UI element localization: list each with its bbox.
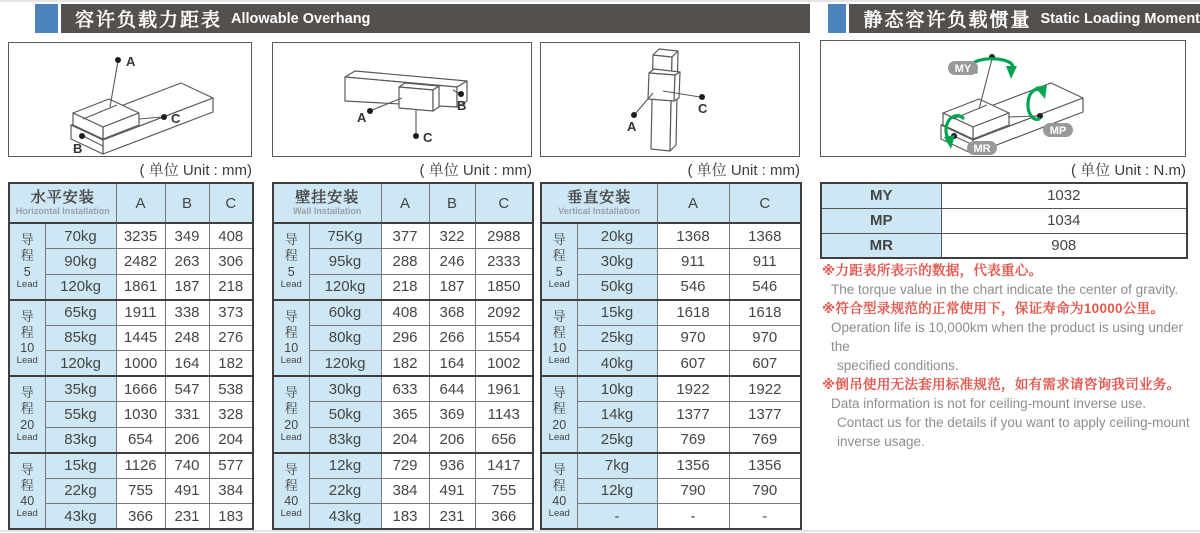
value-cell: 218 [381,274,429,300]
value-cell: 546 [657,274,729,300]
value-cell: 1618 [657,300,729,326]
table-title-zh: 垂直安装 [567,188,632,206]
lead-num: 20 [284,417,299,432]
value-cell: 790 [657,478,729,504]
lead-zh: 导程 [20,385,34,417]
value-cell: 231 [429,504,475,530]
load-cell: 40kg [577,351,657,377]
moment-value-my: 1032 [941,183,1187,208]
moment-value-mp: 1034 [941,208,1187,233]
header-title-zh: 容许负载力距表 [75,10,223,31]
lead-en: Lead [280,508,302,520]
unit-label-mm: ( 单位 Unit : mm) [139,162,252,179]
col-header-a: A [657,183,729,223]
load-cell: 25kg [577,427,657,453]
lead-cell [9,300,45,377]
value-cell: 1922 [657,376,729,402]
value-cell: 1356 [657,453,729,479]
point-label-a: A [357,110,367,125]
load-cell: 83kg [309,427,381,453]
header-bar [61,4,810,33]
value-cell: - [729,504,801,530]
value-cell: 1850 [475,274,533,300]
lead-num: 5 [23,264,31,279]
lead-en: Lead [16,278,38,290]
value-cell: 1143 [475,402,533,428]
value-cell: 384 [381,478,429,504]
load-cell: 120kg [45,274,116,300]
value-cell: 546 [729,274,801,300]
value-cell: 1000 [116,351,165,377]
my-badge-label: MY [954,63,972,75]
table-title-zh: 水平安装 [30,188,95,206]
value-cell: 288 [381,249,429,275]
value-cell: 3235 [116,223,165,249]
lead-num: 5 [287,264,295,279]
value-cell: 183 [209,504,253,530]
value-cell: 408 [381,300,429,326]
load-cell: 15kg [577,300,657,326]
lead-cell [273,223,309,300]
value-cell: 1911 [116,300,165,326]
horizontal-installation-table [8,182,254,530]
note-en: Operation life is 10,000km when the product is using under the [831,320,1183,354]
lead-en: Lead [280,278,302,290]
col-header-c: C [475,183,533,223]
section-header-allowable-overhang [35,4,810,33]
col-header-c: C [209,183,253,223]
load-cell: 95kg [309,249,381,275]
static-moment-table [820,182,1188,259]
lead-cell [9,223,45,300]
lead-cell [9,376,45,453]
value-cell: 373 [209,300,253,326]
load-cell: 75Kg [309,223,381,249]
lead-cell [273,453,309,530]
header-title-en: Allowable Overhang [231,10,371,27]
mp-badge-label: MP [1049,125,1067,137]
value-cell: 911 [729,249,801,275]
value-cell: 164 [429,351,475,377]
load-cell: 25kg [577,325,657,351]
point-label-c: C [171,111,181,126]
value-cell: 1922 [729,376,801,402]
load-cell: 120kg [45,351,116,377]
header-title-en: Static Loading Moment [1040,10,1200,27]
lead-zh: 导程 [20,308,34,340]
section-header-static-loading-moment [828,4,1200,33]
value-cell: 365 [381,402,429,428]
load-cell: 70kg [45,223,116,249]
lead-num: 20 [20,417,35,432]
rail-isometric-drawing [9,43,250,155]
value-cell: 183 [381,504,429,530]
moment-label-mr: MR [821,233,941,258]
mr-badge-label: MR [973,143,991,155]
value-cell: 1861 [116,274,165,300]
value-cell: 1126 [116,453,165,479]
value-cell: 1666 [116,376,165,402]
value-cell: 547 [165,376,209,402]
point-label-a: A [627,119,637,134]
table-title-en: Horizontal Installation [15,206,110,217]
value-cell: 1356 [729,453,801,479]
note-en: The torque value in the chart indicate the center of gravity. [831,282,1179,297]
rail-moment-drawing [821,41,1184,155]
lead-en: Lead [548,278,570,290]
point-marker-a [115,57,121,63]
value-cell: 204 [209,427,253,453]
value-cell: 633 [381,376,429,402]
point-label-a: A [126,54,136,69]
top-divider [0,0,1200,2]
table-title-en: Wall Installation [293,206,362,217]
table-title [541,183,657,223]
value-cell: 538 [209,376,253,402]
value-cell: 607 [657,351,729,377]
note-zh: ※力距表所表示的数据，代表重心。 [822,263,1043,278]
point-label-c: C [423,130,433,145]
value-cell: 366 [475,504,533,530]
table-title-zh: 壁挂安装 [295,188,360,206]
lead-en: Lead [548,431,570,443]
col-header-b: B [165,183,209,223]
point-marker-b [458,91,464,97]
value-cell: 769 [729,427,801,453]
lead-num: 20 [552,417,567,432]
moment-diagram [820,40,1186,157]
table-title [273,183,381,223]
point-marker-a [367,108,373,114]
vertical-installation-table [540,182,802,530]
load-cell: 35kg [45,376,116,402]
lead-cell [541,223,577,300]
load-cell: 30kg [309,376,381,402]
load-cell: 55kg [45,402,116,428]
value-cell: 328 [209,402,253,428]
value-cell: 206 [429,427,475,453]
table-title-en: Vertical Installation [558,206,641,217]
lead-cell [273,376,309,453]
lead-num: 5 [555,264,563,279]
lead-zh: 导程 [284,385,298,417]
point-label-b: B [73,141,83,155]
value-cell: 1554 [475,325,533,351]
value-cell: 607 [729,351,801,377]
header-bar [849,4,1200,33]
lead-num: 40 [284,494,299,509]
table-title [9,183,116,223]
value-cell: 970 [657,325,729,351]
load-cell: 85kg [45,325,116,351]
load-cell: 7kg [577,453,657,479]
lead-cell [9,453,45,530]
col-header-a: A [381,183,429,223]
value-cell: 331 [165,402,209,428]
value-cell: 231 [165,504,209,530]
note-zh: ※倒吊使用无法套用标准规范，如有需求请咨询我司业务。 [822,377,1181,392]
lead-cell [541,376,577,453]
bottom-divider [0,530,1200,532]
value-cell: 368 [429,300,475,326]
lead-num: 40 [20,494,35,509]
load-cell: 43kg [309,504,381,530]
value-cell: 2333 [475,249,533,275]
point-marker-c [413,133,419,139]
value-cell: 246 [429,249,475,275]
value-cell: 2988 [475,223,533,249]
accent-square-icon [35,4,58,33]
value-cell: 206 [165,427,209,453]
load-cell: 50kg [309,402,381,428]
value-cell: 1002 [475,351,533,377]
value-cell: 755 [475,478,533,504]
col-header-a: A [116,183,165,223]
lead-zh: 导程 [284,461,298,493]
horizontal-installation-diagram [8,42,252,157]
value-cell: 338 [165,300,209,326]
moment-label-my: MY [821,183,941,208]
load-cell: 22kg [45,478,116,504]
value-cell: 187 [429,274,475,300]
wall-installation-table [272,182,534,530]
value-cell: 369 [429,402,475,428]
value-cell: 1445 [116,325,165,351]
lead-en: Lead [280,431,302,443]
header-title-zh: 静态容许负载惯量 [863,10,1032,31]
value-cell: 491 [165,478,209,504]
value-cell: 2482 [116,249,165,275]
load-cell: 50kg [577,274,657,300]
rail-vertical-drawing [541,43,798,155]
lead-num: 10 [284,341,299,356]
lead-cell [273,300,309,377]
col-header-b: B [429,183,475,223]
value-cell: 2092 [475,300,533,326]
value-cell: 1417 [475,453,533,479]
lead-num: 10 [552,341,567,356]
rail-side-drawing [273,43,530,155]
unit-label-nm: ( 单位 Unit : N.m) [1071,162,1186,179]
load-cell: 80kg [309,325,381,351]
load-cell: 15kg [45,453,116,479]
value-cell: 1961 [475,376,533,402]
value-cell: 182 [209,351,253,377]
value-cell: 1618 [729,300,801,326]
value-cell: 366 [116,504,165,530]
value-cell: 491 [429,478,475,504]
value-cell: 1368 [657,223,729,249]
value-cell: 218 [209,274,253,300]
value-cell: 263 [165,249,209,275]
notes-block [822,261,1196,451]
load-cell: 83kg [45,427,116,453]
value-cell: 408 [209,223,253,249]
value-cell: 296 [381,325,429,351]
lead-zh: 导程 [552,308,566,340]
note-en: specified conditions. [837,358,959,373]
wall-installation-diagram [272,42,532,157]
accent-square-icon [828,4,846,33]
value-cell: 248 [165,325,209,351]
value-cell: 204 [381,427,429,453]
note-zh: ※符合型录规范的正常使用下，保证寿命为10000公里。 [822,301,1165,316]
point-marker-c [161,114,167,120]
point-marker-c [699,94,705,100]
point-label-c: C [698,101,708,116]
value-cell: 187 [165,274,209,300]
load-cell: 65kg [45,300,116,326]
lead-zh: 导程 [552,385,566,417]
value-cell: 377 [381,223,429,249]
lead-num: 40 [552,494,567,509]
value-cell: 970 [729,325,801,351]
value-cell: 729 [381,453,429,479]
unit-label-mm: ( 单位 Unit : mm) [687,162,800,179]
value-cell: 755 [116,478,165,504]
load-cell: 120kg [309,274,381,300]
load-cell: 43kg [45,504,116,530]
load-cell: 12kg [577,478,657,504]
lead-zh: 导程 [284,232,298,264]
note-en: Contact us for the details if you want to apply ceiling-mount [837,415,1190,430]
lead-en: Lead [548,508,570,520]
value-cell: 936 [429,453,475,479]
load-cell: 30kg [577,249,657,275]
load-cell: 14kg [577,402,657,428]
value-cell: 911 [657,249,729,275]
value-cell: 656 [475,427,533,453]
value-cell: 644 [429,376,475,402]
point-label-b: B [457,98,467,113]
lead-cell [541,453,577,530]
value-cell: 164 [165,351,209,377]
value-cell: 654 [116,427,165,453]
load-cell: 90kg [45,249,116,275]
col-header-c: C [729,183,801,223]
lead-en: Lead [548,355,570,367]
load-cell: - [577,504,657,530]
value-cell: 740 [165,453,209,479]
lead-zh: 导程 [20,232,34,264]
lead-zh: 导程 [284,308,298,340]
value-cell: 1368 [729,223,801,249]
load-cell: 120kg [309,351,381,377]
lead-en: Lead [16,355,38,367]
moment-label-mp: MP [821,208,941,233]
value-cell: 1030 [116,402,165,428]
value-cell: 349 [165,223,209,249]
load-cell: 60kg [309,300,381,326]
value-cell: - [657,504,729,530]
point-marker-b [79,133,85,139]
lead-cell [541,300,577,377]
mr-badge [967,141,997,155]
value-cell: 1377 [729,402,801,428]
load-cell: 22kg [309,478,381,504]
value-cell: 306 [209,249,253,275]
value-cell: 769 [657,427,729,453]
value-cell: 276 [209,325,253,351]
my-badge [948,61,978,75]
value-cell: 1377 [657,402,729,428]
unit-label-mm: ( 单位 Unit : mm) [419,162,532,179]
point-marker-a [631,112,637,118]
load-cell: 10kg [577,376,657,402]
value-cell: 182 [381,351,429,377]
load-cell: 12kg [309,453,381,479]
lead-zh: 导程 [552,461,566,493]
moment-value-mr: 908 [941,233,1187,258]
lead-en: Lead [16,431,38,443]
lead-zh: 导程 [552,232,566,264]
note-en: inverse usage. [837,434,925,449]
lead-zh: 导程 [20,461,34,493]
value-cell: 577 [209,453,253,479]
value-cell: 790 [729,478,801,504]
lead-en: Lead [280,355,302,367]
value-cell: 322 [429,223,475,249]
note-en: Data information is not for ceiling-mount inverse use. [831,396,1147,411]
load-cell: 20kg [577,223,657,249]
lead-num: 10 [20,341,35,356]
vertical-installation-diagram [540,42,800,157]
mp-badge [1043,123,1073,137]
value-cell: 384 [209,478,253,504]
lead-en: Lead [16,508,38,520]
value-cell: 266 [429,325,475,351]
my-arrowhead-icon [1006,66,1017,79]
